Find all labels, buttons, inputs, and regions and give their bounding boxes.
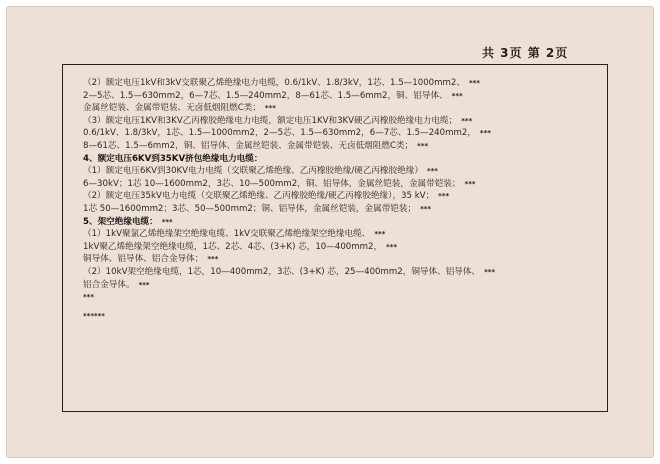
line-text: 铜导体、铝导体、铝合金导体； (83, 254, 204, 265)
line-text: 2—5芯、1.5—630mm2，6—7芯、1.5—240mm2，8—61芯、1.5—6mm2，铜、铝导体、 (83, 90, 448, 101)
line-text: 5、架空绝缘电缆： (83, 216, 158, 227)
certificate-scope-text (83, 77, 603, 322)
line-mark: *** (138, 280, 150, 289)
text-line (83, 165, 603, 178)
line-text: 金属丝铠装、金属带铠装、无卤低烟阻燃C类； (83, 103, 261, 114)
text-line (83, 102, 603, 115)
line-text: （1）1kV聚氯乙烯绝缘架空绝缘电缆、1kV交联聚乙烯绝缘架空绝缘电缆、 (83, 229, 371, 240)
text-line (83, 279, 603, 292)
line-mark: ****** (83, 311, 105, 320)
text-line (83, 310, 603, 323)
line-mark: *** (451, 91, 463, 100)
line-mark: *** (484, 267, 496, 276)
line-mark: *** (479, 129, 491, 138)
line-text: 0.6/1kV、1.8/3kV，1芯、1.5—1000mm2，2—5芯、1.5—630mm2，6—7芯、1.5—240mm2， (83, 128, 476, 139)
page-number: 共 3页 第 2页 (482, 46, 569, 60)
section-heading (83, 153, 603, 166)
line-text: 1芯 50—1600mm2；3芯、50—500mm2；铜、铝导体，金属丝铠装，金属带铠装； (83, 203, 417, 214)
line-text: （2）额定电压35kV电力电缆（交联聚乙烯绝缘、乙丙橡胶绝缘/硬乙丙橡胶绝缘），35 kV； (83, 191, 435, 202)
line-mark: *** (438, 192, 450, 201)
line-mark: *** (264, 104, 276, 113)
text-line (83, 90, 603, 103)
text-line (83, 190, 603, 203)
line-text: （3）额定电压1KV和3KV乙丙橡胶绝缘电力电缆，额定电压1KV和3KV硬乙丙橡胶绝缘电力电缆； (83, 115, 458, 126)
line-text: 铝合金导体。 (83, 279, 135, 290)
line-mark: *** (468, 79, 480, 87)
line-mark: *** (461, 116, 473, 125)
line-mark: *** (426, 167, 438, 176)
line-mark: *** (207, 255, 219, 264)
document-page (6, 6, 654, 458)
text-line (83, 127, 603, 140)
line-text: 8—61芯、1.5—6mm2，铜、铝导体、金属丝铠装、金属带铠装、无卤低烟阻燃C类； (83, 140, 414, 151)
text-line (83, 228, 603, 241)
line-text: 1kV聚乙烯绝缘架空绝缘电缆，1芯、2芯、4芯、(3+K) 芯，10—400mm2， (83, 241, 383, 252)
line-text: （2）额定电压1kV和3kV交联聚乙烯绝缘电力电缆，0.6/1kV、1.8/3kV，1芯、1.5—1000mm2、 (83, 78, 465, 88)
line-mark: *** (161, 217, 173, 226)
text-line (83, 140, 603, 153)
section-heading (83, 216, 603, 229)
line-mark: *** (386, 242, 398, 251)
text-line (83, 253, 603, 266)
text-line (83, 115, 603, 128)
text-line (83, 178, 603, 191)
line-mark: *** (417, 141, 429, 150)
line-mark: *** (83, 293, 94, 302)
content-frame (62, 64, 608, 412)
text-line (83, 291, 603, 304)
line-text: （1）额定电压6KV到30KV电力电缆（交联聚乙烯绝缘、乙丙橡胶绝缘/硬乙丙橡胶绝缘） (83, 166, 423, 177)
text-line (83, 266, 603, 279)
line-text: 6—30kV；1芯 10—1600mm2，3芯、10—500mm2，铜、铝导体，金属丝铠装，金属带铠装； (83, 178, 461, 189)
line-text: （2）10kV架空绝缘电缆，1芯，10—400mm2，3芯、(3+K) 芯，25—400mm2，铜导体、铝导体、 (83, 266, 481, 277)
line-mark: *** (374, 230, 386, 239)
text-line (83, 77, 603, 90)
line-text: 4、额定电压6KV到35KV挤包绝缘电力电缆： (83, 153, 263, 164)
line-mark: *** (420, 204, 432, 213)
text-line (83, 241, 603, 254)
line-mark: *** (464, 179, 476, 188)
text-line (83, 203, 603, 216)
